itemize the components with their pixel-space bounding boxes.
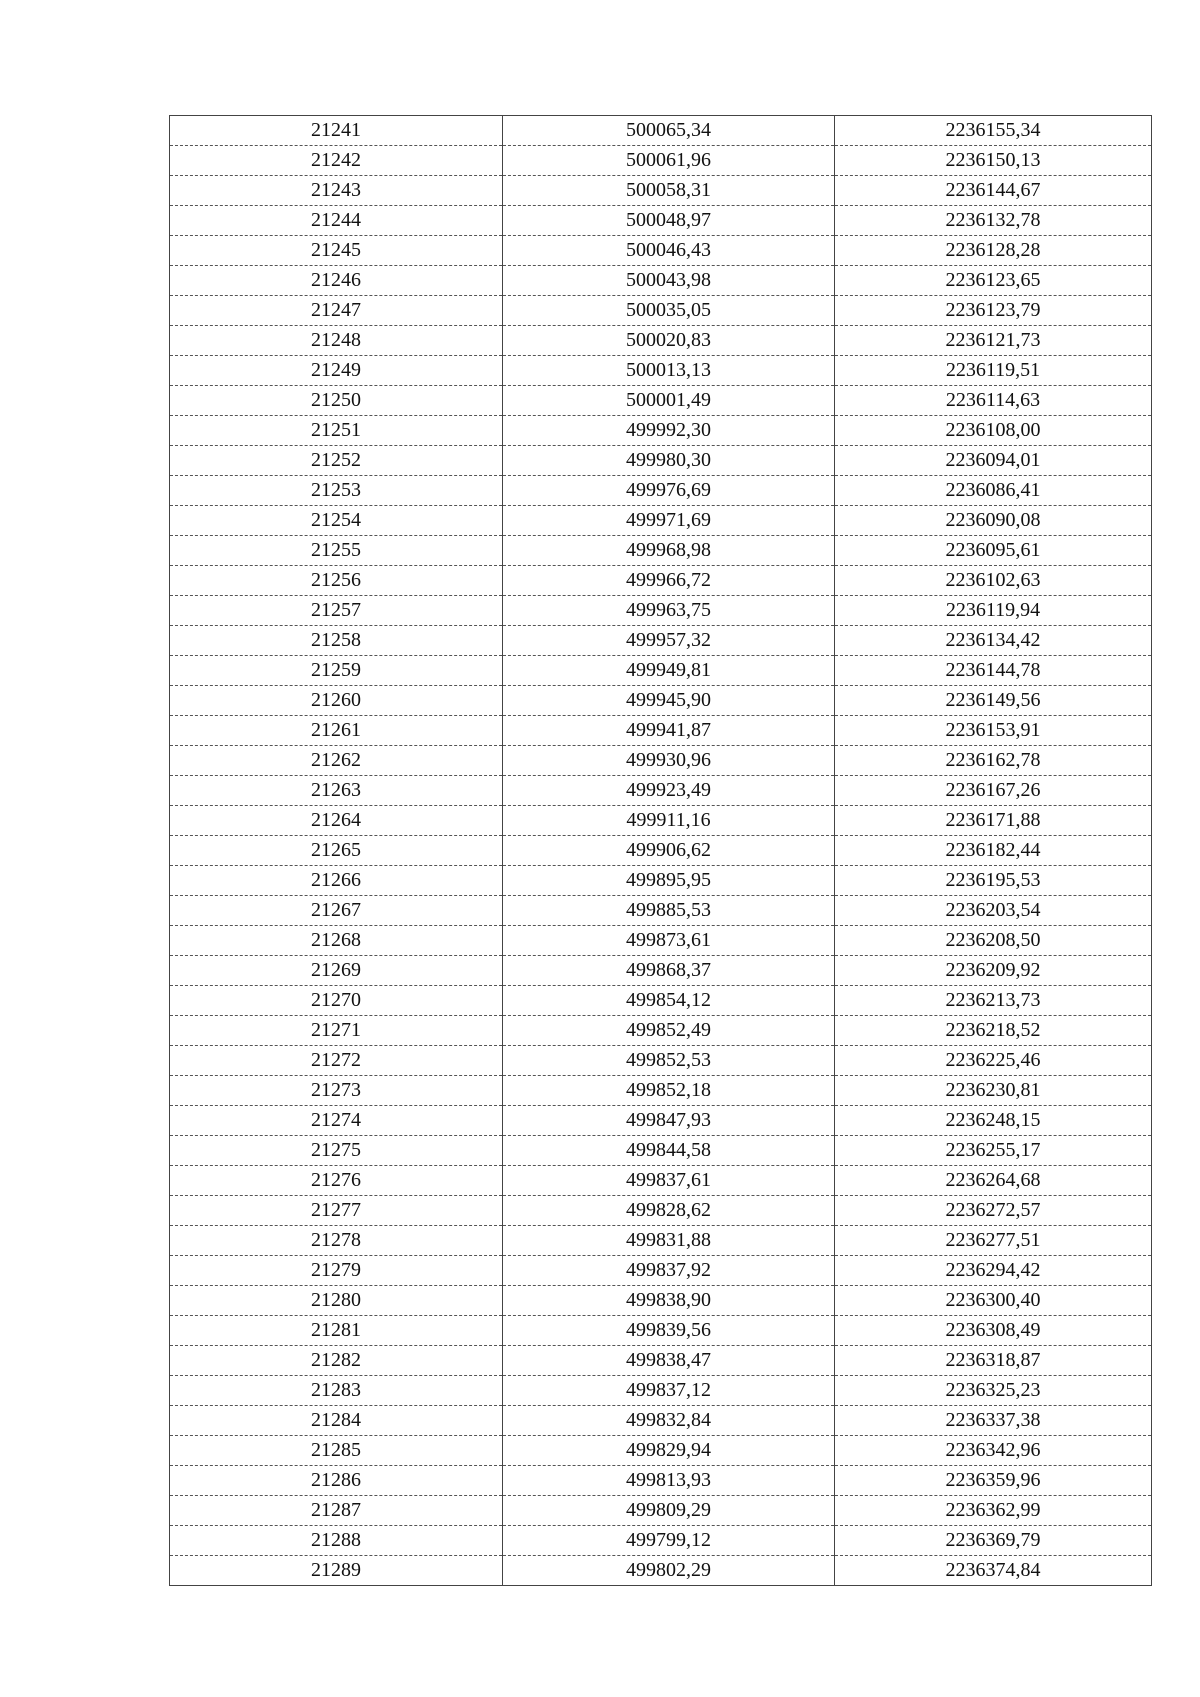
y-coordinate-cell: 2236308,49 (835, 1316, 1152, 1346)
x-coordinate-cell: 499895,95 (503, 866, 835, 896)
x-coordinate-cell: 499844,58 (503, 1136, 835, 1166)
point-number-cell: 21289 (170, 1556, 503, 1586)
table-row (170, 356, 1152, 386)
y-coordinate-cell: 2236155,34 (835, 116, 1152, 146)
x-coordinate-cell: 499837,12 (503, 1376, 835, 1406)
x-coordinate-cell: 499885,53 (503, 896, 835, 926)
y-coordinate-cell: 2236150,13 (835, 146, 1152, 176)
x-coordinate-cell: 499911,16 (503, 806, 835, 836)
y-coordinate-cell: 2236272,57 (835, 1196, 1152, 1226)
point-number-cell: 21279 (170, 1256, 503, 1286)
point-number-cell: 21241 (170, 116, 503, 146)
table-row (170, 1316, 1152, 1346)
y-coordinate-cell: 2236153,91 (835, 716, 1152, 746)
point-number-cell: 21262 (170, 746, 503, 776)
table-row (170, 686, 1152, 716)
table-row (170, 1406, 1152, 1436)
x-coordinate-cell: 499992,30 (503, 416, 835, 446)
point-number-cell: 21272 (170, 1046, 503, 1076)
table-row (170, 746, 1152, 776)
x-coordinate-cell: 499852,49 (503, 1016, 835, 1046)
table-row (170, 236, 1152, 266)
x-coordinate-cell: 499838,47 (503, 1346, 835, 1376)
x-coordinate-cell: 500035,05 (503, 296, 835, 326)
point-number-cell: 21284 (170, 1406, 503, 1436)
table-row (170, 206, 1152, 236)
table-row (170, 596, 1152, 626)
x-coordinate-cell: 500058,31 (503, 176, 835, 206)
table-row (170, 866, 1152, 896)
y-coordinate-cell: 2236203,54 (835, 896, 1152, 926)
x-coordinate-cell: 499957,32 (503, 626, 835, 656)
y-coordinate-cell: 2236123,79 (835, 296, 1152, 326)
point-number-cell: 21243 (170, 176, 503, 206)
point-number-cell: 21277 (170, 1196, 503, 1226)
table-row (170, 416, 1152, 446)
point-number-cell: 21251 (170, 416, 503, 446)
x-coordinate-cell: 499968,98 (503, 536, 835, 566)
y-coordinate-cell: 2236374,84 (835, 1556, 1152, 1586)
table-row (170, 146, 1152, 176)
y-coordinate-cell: 2236134,42 (835, 626, 1152, 656)
y-coordinate-cell: 2236294,42 (835, 1256, 1152, 1286)
point-number-cell: 21247 (170, 296, 503, 326)
table-row (170, 446, 1152, 476)
point-number-cell: 21288 (170, 1526, 503, 1556)
table-row (170, 776, 1152, 806)
table-row (170, 1166, 1152, 1196)
x-coordinate-cell: 499906,62 (503, 836, 835, 866)
point-number-cell: 21280 (170, 1286, 503, 1316)
table-row (170, 1046, 1152, 1076)
point-number-cell: 21242 (170, 146, 503, 176)
table-row (170, 566, 1152, 596)
y-coordinate-cell: 2236277,51 (835, 1226, 1152, 1256)
point-number-cell: 21250 (170, 386, 503, 416)
table-row (170, 1526, 1152, 1556)
point-number-cell: 21266 (170, 866, 503, 896)
table-row (170, 806, 1152, 836)
x-coordinate-cell: 499941,87 (503, 716, 835, 746)
y-coordinate-cell: 2236218,52 (835, 1016, 1152, 1046)
y-coordinate-cell: 2236369,79 (835, 1526, 1152, 1556)
point-number-cell: 21257 (170, 596, 503, 626)
point-number-cell: 21264 (170, 806, 503, 836)
table-row (170, 956, 1152, 986)
table-row (170, 116, 1152, 146)
table-row (170, 1106, 1152, 1136)
point-number-cell: 21267 (170, 896, 503, 926)
y-coordinate-cell: 2236144,67 (835, 176, 1152, 206)
point-number-cell: 21286 (170, 1466, 503, 1496)
table-row (170, 326, 1152, 356)
table-row (170, 1436, 1152, 1466)
y-coordinate-cell: 2236213,73 (835, 986, 1152, 1016)
y-coordinate-cell: 2236102,63 (835, 566, 1152, 596)
point-number-cell: 21256 (170, 566, 503, 596)
y-coordinate-cell: 2236094,01 (835, 446, 1152, 476)
x-coordinate-cell: 500001,49 (503, 386, 835, 416)
y-coordinate-cell: 2236128,28 (835, 236, 1152, 266)
point-number-cell: 21282 (170, 1346, 503, 1376)
x-coordinate-cell: 499980,30 (503, 446, 835, 476)
point-number-cell: 21287 (170, 1496, 503, 1526)
y-coordinate-cell: 2236149,56 (835, 686, 1152, 716)
y-coordinate-cell: 2236119,94 (835, 596, 1152, 626)
x-coordinate-cell: 499966,72 (503, 566, 835, 596)
x-coordinate-cell: 499847,93 (503, 1106, 835, 1136)
y-coordinate-cell: 2236182,44 (835, 836, 1152, 866)
x-coordinate-cell: 500046,43 (503, 236, 835, 266)
x-coordinate-cell: 499828,62 (503, 1196, 835, 1226)
table-row (170, 1556, 1152, 1586)
table-row (170, 536, 1152, 566)
x-coordinate-cell: 499837,61 (503, 1166, 835, 1196)
table-row (170, 1286, 1152, 1316)
point-number-cell: 21259 (170, 656, 503, 686)
point-number-cell: 21268 (170, 926, 503, 956)
y-coordinate-cell: 2236086,41 (835, 476, 1152, 506)
x-coordinate-cell: 499923,49 (503, 776, 835, 806)
table-row (170, 1226, 1152, 1256)
y-coordinate-cell: 2236123,65 (835, 266, 1152, 296)
y-coordinate-cell: 2236119,51 (835, 356, 1152, 386)
table-row (170, 986, 1152, 1016)
y-coordinate-cell: 2236090,08 (835, 506, 1152, 536)
x-coordinate-cell: 499873,61 (503, 926, 835, 956)
table-row (170, 896, 1152, 926)
y-coordinate-cell: 2236318,87 (835, 1346, 1152, 1376)
x-coordinate-cell: 500013,13 (503, 356, 835, 386)
point-number-cell: 21253 (170, 476, 503, 506)
x-coordinate-cell: 499809,29 (503, 1496, 835, 1526)
table-row (170, 1376, 1152, 1406)
y-coordinate-cell: 2236255,17 (835, 1136, 1152, 1166)
y-coordinate-cell: 2236248,15 (835, 1106, 1152, 1136)
table-row (170, 1466, 1152, 1496)
table-row (170, 716, 1152, 746)
point-number-cell: 21283 (170, 1376, 503, 1406)
point-number-cell: 21270 (170, 986, 503, 1016)
y-coordinate-cell: 2236337,38 (835, 1406, 1152, 1436)
y-coordinate-cell: 2236167,26 (835, 776, 1152, 806)
point-number-cell: 21275 (170, 1136, 503, 1166)
y-coordinate-cell: 2236225,46 (835, 1046, 1152, 1076)
point-number-cell: 21269 (170, 956, 503, 986)
table-row (170, 926, 1152, 956)
table-row (170, 266, 1152, 296)
x-coordinate-cell: 499963,75 (503, 596, 835, 626)
y-coordinate-cell: 2236362,99 (835, 1496, 1152, 1526)
table-row (170, 1076, 1152, 1106)
y-coordinate-cell: 2236114,63 (835, 386, 1152, 416)
point-number-cell: 21285 (170, 1436, 503, 1466)
y-coordinate-cell: 2236132,78 (835, 206, 1152, 236)
point-number-cell: 21249 (170, 356, 503, 386)
x-coordinate-cell: 499854,12 (503, 986, 835, 1016)
y-coordinate-cell: 2236230,81 (835, 1076, 1152, 1106)
table-row (170, 1256, 1152, 1286)
y-coordinate-cell: 2236325,23 (835, 1376, 1152, 1406)
coordinates-table (169, 115, 1152, 1586)
x-coordinate-cell: 499829,94 (503, 1436, 835, 1466)
point-number-cell: 21281 (170, 1316, 503, 1346)
x-coordinate-cell: 500048,97 (503, 206, 835, 236)
x-coordinate-cell: 500043,98 (503, 266, 835, 296)
point-number-cell: 21246 (170, 266, 503, 296)
point-number-cell: 21260 (170, 686, 503, 716)
point-number-cell: 21261 (170, 716, 503, 746)
y-coordinate-cell: 2236144,78 (835, 656, 1152, 686)
point-number-cell: 21244 (170, 206, 503, 236)
y-coordinate-cell: 2236095,61 (835, 536, 1152, 566)
table-row (170, 296, 1152, 326)
table-row (170, 836, 1152, 866)
table-row (170, 1136, 1152, 1166)
y-coordinate-cell: 2236342,96 (835, 1436, 1152, 1466)
coordinates-table-body (170, 116, 1152, 1586)
x-coordinate-cell: 499813,93 (503, 1466, 835, 1496)
y-coordinate-cell: 2236300,40 (835, 1286, 1152, 1316)
table-row (170, 1346, 1152, 1376)
y-coordinate-cell: 2236208,50 (835, 926, 1152, 956)
x-coordinate-cell: 499838,90 (503, 1286, 835, 1316)
table-row (170, 1016, 1152, 1046)
x-coordinate-cell: 499832,84 (503, 1406, 835, 1436)
point-number-cell: 21271 (170, 1016, 503, 1046)
x-coordinate-cell: 499852,53 (503, 1046, 835, 1076)
y-coordinate-cell: 2236162,78 (835, 746, 1152, 776)
table-row (170, 656, 1152, 686)
table-row (170, 506, 1152, 536)
x-coordinate-cell: 499949,81 (503, 656, 835, 686)
point-number-cell: 21274 (170, 1106, 503, 1136)
table-row (170, 1196, 1152, 1226)
point-number-cell: 21245 (170, 236, 503, 266)
x-coordinate-cell: 499868,37 (503, 956, 835, 986)
x-coordinate-cell: 500065,34 (503, 116, 835, 146)
x-coordinate-cell: 499837,92 (503, 1256, 835, 1286)
y-coordinate-cell: 2236359,96 (835, 1466, 1152, 1496)
point-number-cell: 21265 (170, 836, 503, 866)
table-row (170, 176, 1152, 206)
x-coordinate-cell: 500061,96 (503, 146, 835, 176)
point-number-cell: 21254 (170, 506, 503, 536)
point-number-cell: 21276 (170, 1166, 503, 1196)
x-coordinate-cell: 499799,12 (503, 1526, 835, 1556)
point-number-cell: 21255 (170, 536, 503, 566)
table-row (170, 1496, 1152, 1526)
point-number-cell: 21263 (170, 776, 503, 806)
y-coordinate-cell: 2236209,92 (835, 956, 1152, 986)
y-coordinate-cell: 2236264,68 (835, 1166, 1152, 1196)
y-coordinate-cell: 2236195,53 (835, 866, 1152, 896)
table-row (170, 476, 1152, 506)
x-coordinate-cell: 499971,69 (503, 506, 835, 536)
x-coordinate-cell: 499802,29 (503, 1556, 835, 1586)
x-coordinate-cell: 499831,88 (503, 1226, 835, 1256)
point-number-cell: 21258 (170, 626, 503, 656)
point-number-cell: 21248 (170, 326, 503, 356)
y-coordinate-cell: 2236108,00 (835, 416, 1152, 446)
x-coordinate-cell: 499945,90 (503, 686, 835, 716)
x-coordinate-cell: 499976,69 (503, 476, 835, 506)
point-number-cell: 21278 (170, 1226, 503, 1256)
table-row (170, 386, 1152, 416)
x-coordinate-cell: 499852,18 (503, 1076, 835, 1106)
x-coordinate-cell: 499839,56 (503, 1316, 835, 1346)
y-coordinate-cell: 2236171,88 (835, 806, 1152, 836)
point-number-cell: 21252 (170, 446, 503, 476)
table-row (170, 626, 1152, 656)
point-number-cell: 21273 (170, 1076, 503, 1106)
x-coordinate-cell: 499930,96 (503, 746, 835, 776)
x-coordinate-cell: 500020,83 (503, 326, 835, 356)
y-coordinate-cell: 2236121,73 (835, 326, 1152, 356)
